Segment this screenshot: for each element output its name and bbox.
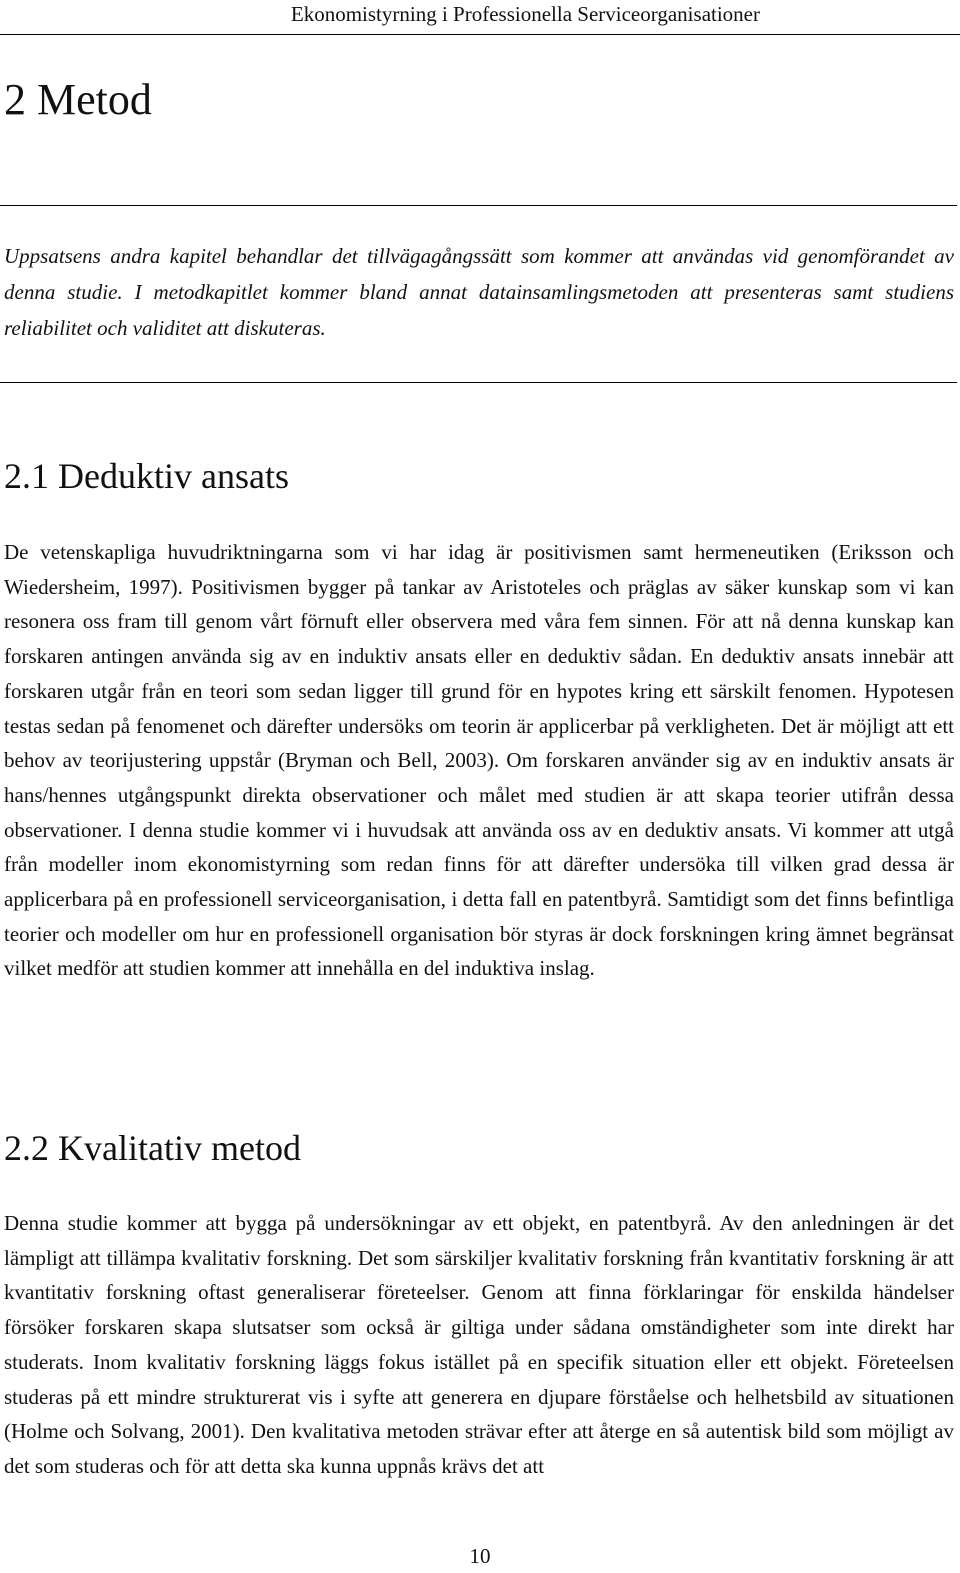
chapter-intro-top-rule — [0, 205, 957, 206]
page-number: 10 — [469, 1544, 491, 1568]
chapter-title: 2 Metod — [4, 75, 152, 124]
chapter-intro-bottom-rule — [0, 382, 957, 383]
section-body-deduktiv-ansats: De vetenskapliga huvudriktningarna som vi har idag är positivismen samt hermeneutiken (Eriksson och Wiedersheim, 1997). Positivismen bygger på tankar av Aristoteles och präglas av säker kunskap som vi kan resonera oss fram till genom vårt förnuft eller observera med våra fem sinnen. För att nå denna kunskap kan forskaren antingen använda sig av en induktiv ansats eller en deduktiv sådan. En deduktiv ansats innebär att forskaren utgår från en teori som sedan ligger till grund för en hypotes kring ett särskilt fenomen. Hypotesen testas sedan på fenomenet och därefter undersöks om teorin är applicerbar på verkligheten. Det är möjligt att ett behov av teorijustering uppstår (Bryman och Bell, 2003). Om forskaren använder sig av en induktiv ansats är hans/hennes utgångspunkt direkta observationer och målet med studien är att skapa teorier utifrån dessa observationer. I denna studie kommer vi i huvudsak att använda oss av en deduktiv ansats. Vi kommer att utgå från modeller inom ekonomistyrning som redan finns för att därefter undersöka till vilken grad dessa är applicerbara på en professionell serviceorganisation, i detta fall en patentbyrå. Samtidigt som det finns befintliga teorier och modeller om hur en professionell organisation bör styras är dock forskningen kring ämnet begränsat vilket medför att studien kommer att innehålla en del induktiva inslag. — [4, 540, 954, 981]
section-title-kvalitativ-metod: 2.2 Kvalitativ metod — [4, 1128, 301, 1168]
running-header-title: Ekonomistyrning i Professionella Serviceorganisationer — [290, 2, 760, 26]
chapter-intro: Uppsatsens andra kapitel behandlar det tillvägagångssätt som kommer att användas vid genomförandet av denna studie. I metodkapitlet kommer bland annat datainsamlingsmetoden att presenteras samt studiens reliabilitet och validitet att diskuteras. — [4, 244, 954, 340]
section-body-kvalitativ-metod: Denna studie kommer att bygga på undersökningar av ett objekt, en patentbyrå. Av den anledningen är det lämpligt att tillämpa kvalitativ forskning. Det som särskiljer kvalitativ forskning från kvantitativ forskning är att kvantitativ forskning oftast generaliserar företeelser. Genom att finna förklaringar för enskilda händelser försöker forskaren skapa slutsatser som också är giltiga under sådana omständigheter som inte direkt har studerats. Inom kvalitativ forskning läggs fokus istället på en specifik situation eller ett objekt. Företeelsen studeras på ett mindre strukturerat vis i syfte att generera en djupare förståelse och helhetsbild av situationen (Holme och Solvang, 2001). Den kvalitativa metoden strävar efter att återge en så autentisk bild som möjligt av det som studeras och för att detta ska kunna uppnås krävs det att — [4, 1211, 954, 1478]
running-header — [0, 0, 960, 35]
section-title-deduktiv-ansats: 2.1 Deduktiv ansats — [4, 456, 289, 496]
